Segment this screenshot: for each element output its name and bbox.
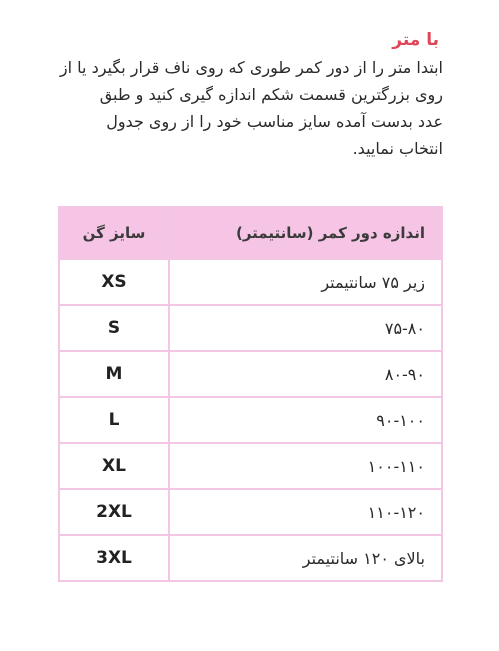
table-row (59, 305, 442, 351)
instructions-paragraph (43, 54, 443, 162)
table-row (59, 397, 442, 443)
waist-cell: ۹۰-۱۰۰ (169, 397, 442, 443)
instruction-line: انتخاب نمایید. (352, 139, 443, 158)
waist-cell: بالای ۱۲۰ سانتیمتر (169, 535, 442, 581)
instruction-line: روی بزرگترین قسمت شکم اندازه گیری کنید و طبق (99, 85, 443, 104)
size-chart-table (58, 206, 443, 582)
size-cell: XS (59, 259, 169, 305)
instruction-line: عدد بدست آمده سایز مناسب خود را از روی جدول (106, 112, 443, 131)
size-column-header: سایز گن (59, 207, 169, 259)
size-cell: 3XL (59, 535, 169, 581)
waist-cell: ۸۰-۹۰ (169, 351, 442, 397)
table-row (59, 351, 442, 397)
size-cell: XL (59, 443, 169, 489)
size-cell: M (59, 351, 169, 397)
table-row (59, 535, 442, 581)
table-row (59, 489, 442, 535)
table-row (59, 443, 442, 489)
waist-cell: ۱۰۰-۱۱۰ (169, 443, 442, 489)
section-heading: با متر (392, 30, 439, 50)
table-header-row (59, 207, 442, 259)
waist-cell: زیر ۷۵ سانتیمتر (169, 259, 442, 305)
waist-cell: ۷۵-۸۰ (169, 305, 442, 351)
size-cell: S (59, 305, 169, 351)
size-cell: 2XL (59, 489, 169, 535)
table-row (59, 259, 442, 305)
instruction-line: ابتدا متر را از دور کمر طوری که روی ناف قرار بگیرد یا از (59, 58, 443, 77)
size-cell: L (59, 397, 169, 443)
waist-column-header: اندازه دور کمر (سانتیمتر) (169, 207, 442, 259)
waist-cell: ۱۱۰-۱۲۰ (169, 489, 442, 535)
